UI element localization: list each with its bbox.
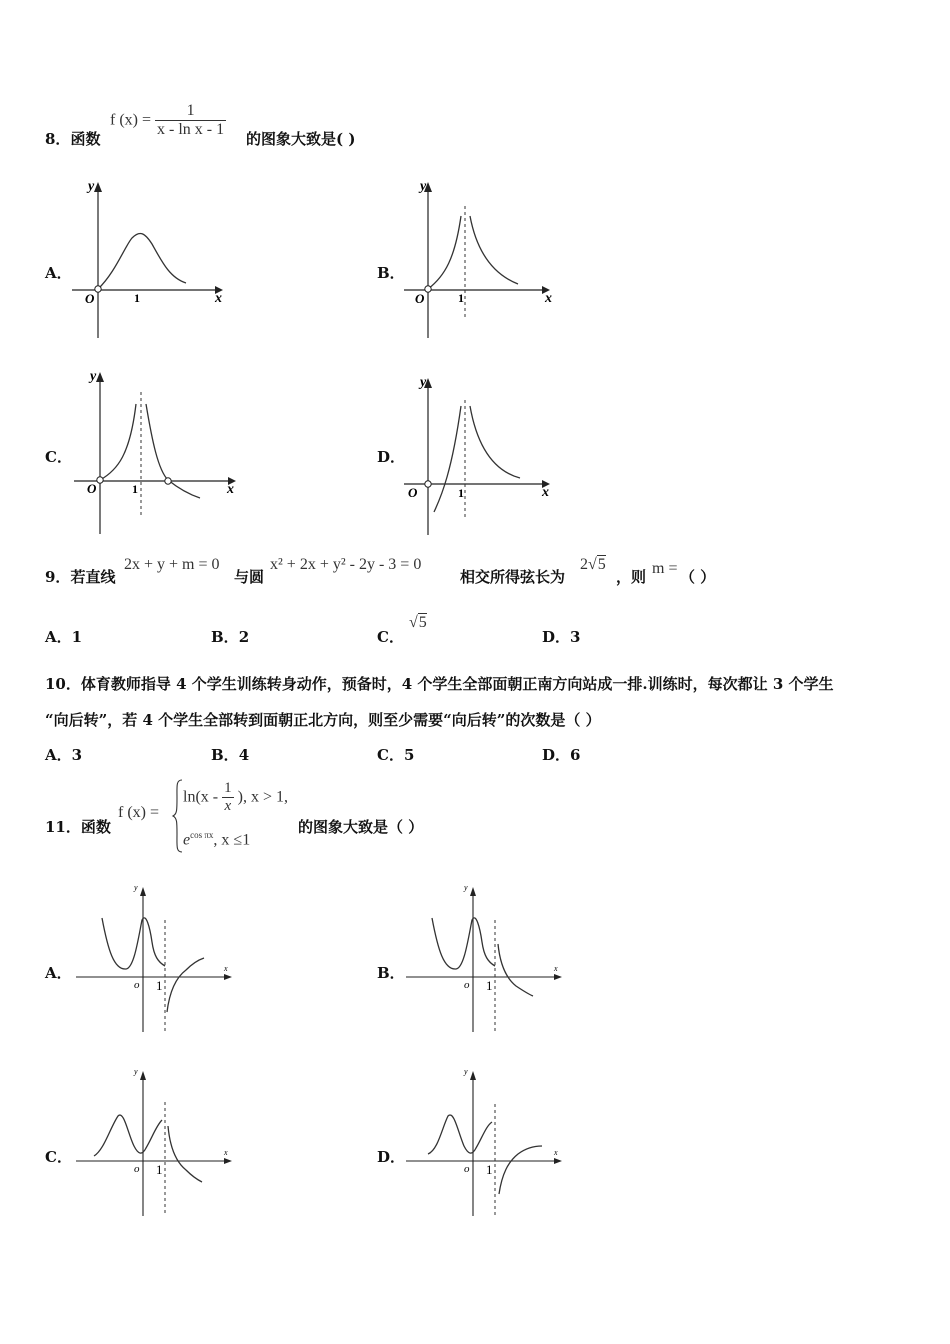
y-label: y — [88, 179, 95, 194]
q9-chord-coef: 2 — [580, 556, 588, 573]
q11-case-1-numerator: 1 — [224, 780, 232, 796]
q9-number: 9． — [45, 568, 71, 586]
q11-option-c-label[interactable]: C． — [45, 1148, 72, 1166]
y-axis-arrow-icon — [470, 887, 476, 896]
q9-line-equation: 2x + y + m = 0 — [124, 556, 220, 573]
tick-label-1: 1 — [458, 486, 464, 500]
tick-label-1: 1 — [458, 291, 464, 305]
y-axis-arrow-icon — [140, 887, 146, 896]
open-point — [425, 286, 431, 292]
q11-prefix: 函数 — [80, 818, 111, 836]
function-curve — [98, 233, 186, 289]
origin-label: o — [464, 1163, 470, 1175]
sqrt-icon: √ — [588, 556, 597, 573]
q11-option-b-label[interactable]: B． — [377, 964, 405, 982]
q8-graph-d — [400, 370, 560, 540]
q11-graph-c — [72, 1064, 242, 1219]
x-axis-arrow-icon — [224, 1158, 232, 1164]
q11-graph-b — [402, 880, 572, 1035]
q10-option-c[interactable] — [377, 744, 414, 765]
y-label: y — [420, 179, 427, 194]
q9-option-d[interactable] — [542, 626, 580, 647]
q8-option-b-label[interactable]: B． — [377, 264, 405, 282]
q8-graph-c — [70, 362, 245, 537]
left-branch — [432, 918, 495, 969]
tick-label-1: 1 — [156, 1162, 163, 1177]
y-label: y — [464, 883, 468, 892]
q8-option-a-label[interactable]: A． — [45, 264, 72, 282]
origin-label: O — [87, 481, 97, 496]
origin-label: O — [415, 291, 425, 306]
q9-circle-equation: x² + 2x + y² - 2y - 3 = 0 — [270, 556, 422, 573]
sqrt-icon: √ — [409, 614, 418, 631]
right-branch — [470, 216, 518, 284]
open-point-zero — [165, 478, 171, 484]
q9-option-d-label: D． — [542, 628, 571, 646]
x-label: x — [224, 964, 228, 973]
origin-label: o — [134, 979, 140, 991]
q10-option-b-label: B． — [211, 746, 239, 764]
x-axis-arrow-icon — [554, 1158, 562, 1164]
right-branch — [146, 404, 200, 498]
y-axis-arrow-icon — [94, 182, 102, 192]
q9-text-2: 与圆 — [234, 568, 265, 586]
q10-option-a-value: 3 — [71, 746, 83, 764]
q11-case-1-denominator: x — [222, 797, 234, 815]
q9-m-equals: m = — [652, 560, 678, 577]
q9-text-1: 若直线 — [70, 568, 116, 586]
y-label: y — [420, 375, 427, 390]
q8-fraction — [155, 102, 226, 139]
q10-line-2: “向后转”，若 4 个学生全部转到面朝正北方向，则至少需要“向后转”的次数是（ ） — [45, 711, 601, 729]
left-branch — [94, 1115, 162, 1156]
open-point — [425, 481, 431, 487]
q11-case-1-b: ), x > 1, — [237, 788, 288, 806]
q9-option-b-label: B． — [211, 628, 239, 646]
q8-fx: f (x) = — [110, 111, 152, 129]
q10-line-1 — [45, 673, 834, 694]
q9-chord-radicand: 5 — [597, 556, 606, 573]
left-branch — [102, 918, 165, 969]
q9-option-a-value: 1 — [71, 628, 83, 646]
q10-option-c-label: C． — [377, 746, 404, 764]
x-label: x — [545, 291, 552, 306]
q8-fraction-denominator: x - ln x - 1 — [157, 121, 225, 138]
q9-option-c-radicand: 5 — [418, 614, 427, 631]
q11-case-2-base: e — [183, 831, 191, 849]
q9-number-prefix — [45, 566, 115, 587]
q10-option-d-value: 6 — [570, 746, 581, 764]
q11-graph-a — [72, 880, 242, 1035]
q9-option-a[interactable] — [45, 626, 82, 647]
right-branch — [498, 944, 533, 996]
left-branch — [428, 216, 461, 289]
left-branch — [428, 1115, 492, 1154]
q11-case-1-a: ln(x - — [183, 788, 219, 806]
q11-case-2-cond: , x ≤1 — [213, 831, 251, 849]
origin-label: O — [408, 485, 418, 500]
q11-case-1-fraction — [222, 780, 234, 815]
q11-option-d-label[interactable]: D． — [377, 1148, 406, 1166]
q11-stem — [45, 816, 111, 837]
q9-option-c-value — [409, 614, 427, 632]
q10-option-b[interactable] — [211, 744, 249, 765]
y-label: y — [134, 883, 138, 892]
right-branch — [470, 406, 520, 478]
tick-label-1: 1 — [134, 291, 140, 305]
q9-option-b[interactable] — [211, 626, 249, 647]
y-axis-arrow-icon — [140, 1071, 146, 1080]
x-label: x — [554, 964, 558, 973]
q8-suffix: 的图象大致是( ) — [246, 130, 356, 148]
x-axis-arrow-icon — [224, 974, 232, 980]
q11-case-2 — [183, 830, 250, 849]
y-label: y — [464, 1067, 468, 1076]
q9-text-4: ，则 — [616, 568, 647, 586]
origin-label: o — [134, 1163, 140, 1175]
q8-number: 8． — [45, 130, 71, 148]
q8-graph-a — [70, 178, 230, 340]
q8-fraction-numerator: 1 — [186, 102, 195, 119]
q10-option-d-label: D． — [542, 746, 571, 764]
q9-option-a-label: A． — [45, 628, 72, 646]
q11-case-2-exponent: cos πx — [190, 830, 214, 840]
tick-label-1: 1 — [486, 978, 493, 993]
q8-formula — [110, 102, 226, 139]
x-label: x — [215, 291, 222, 306]
q9-chord-length — [580, 556, 606, 574]
q10-option-b-value: 4 — [238, 746, 250, 764]
q8-option-d-label[interactable]: D． — [377, 448, 406, 466]
q8-prefix: 函数 — [70, 130, 101, 148]
q9-option-c-label: C． — [377, 628, 404, 646]
q11-fx: f (x) = — [118, 804, 160, 821]
q8-stem — [45, 128, 100, 149]
q10-option-d[interactable] — [542, 744, 580, 765]
y-axis-arrow-icon — [470, 1071, 476, 1080]
q9-option-d-value: 3 — [570, 628, 581, 646]
right-branch — [168, 1126, 202, 1182]
q9-text-3: 相交所得弦长为 — [460, 568, 566, 586]
tick-label-1: 1 — [156, 978, 163, 993]
open-point-origin — [97, 477, 103, 483]
q9-option-c[interactable] — [377, 626, 404, 647]
q8-graph-b — [400, 178, 560, 340]
y-axis-arrow-icon — [96, 372, 104, 382]
open-point — [95, 286, 101, 292]
x-axis-arrow-icon — [554, 974, 562, 980]
origin-label: O — [85, 291, 95, 306]
q11-graph-d — [402, 1064, 572, 1219]
q11-case-1 — [183, 780, 288, 815]
tick-label-1: 1 — [486, 1162, 493, 1177]
q11-number: 11． — [45, 818, 81, 836]
q10-option-a-label: A． — [45, 746, 72, 764]
x-label: x — [227, 482, 234, 497]
x-label: x — [542, 485, 549, 500]
left-branch — [434, 406, 461, 512]
tick-label-1: 1 — [132, 482, 138, 496]
q11-option-a-label[interactable]: A． — [45, 964, 72, 982]
q11-suffix: 的图象大致是（ ） — [298, 818, 424, 836]
left-branch — [100, 404, 136, 480]
x-label: x — [554, 1148, 558, 1157]
x-label: x — [224, 1148, 228, 1157]
origin-label: o — [464, 979, 470, 991]
q9-option-b-value: 2 — [238, 628, 250, 646]
right-branch — [167, 958, 204, 1012]
y-label: y — [134, 1067, 138, 1076]
q9-text-5: （ ） — [680, 568, 716, 586]
q10-option-a[interactable] — [45, 744, 82, 765]
right-branch — [499, 1146, 542, 1194]
y-label: y — [90, 369, 97, 384]
q10-option-c-value: 5 — [403, 746, 415, 764]
q8-option-c-label[interactable]: C． — [45, 448, 72, 466]
q10-number: 10． — [45, 675, 81, 693]
q10-text-line-1: 体育教师指导 4 个学生训练转身动作，预备时，4 个学生全部面朝正南方向站成一排.训练时，每次都让 3 个学生 — [80, 675, 834, 693]
